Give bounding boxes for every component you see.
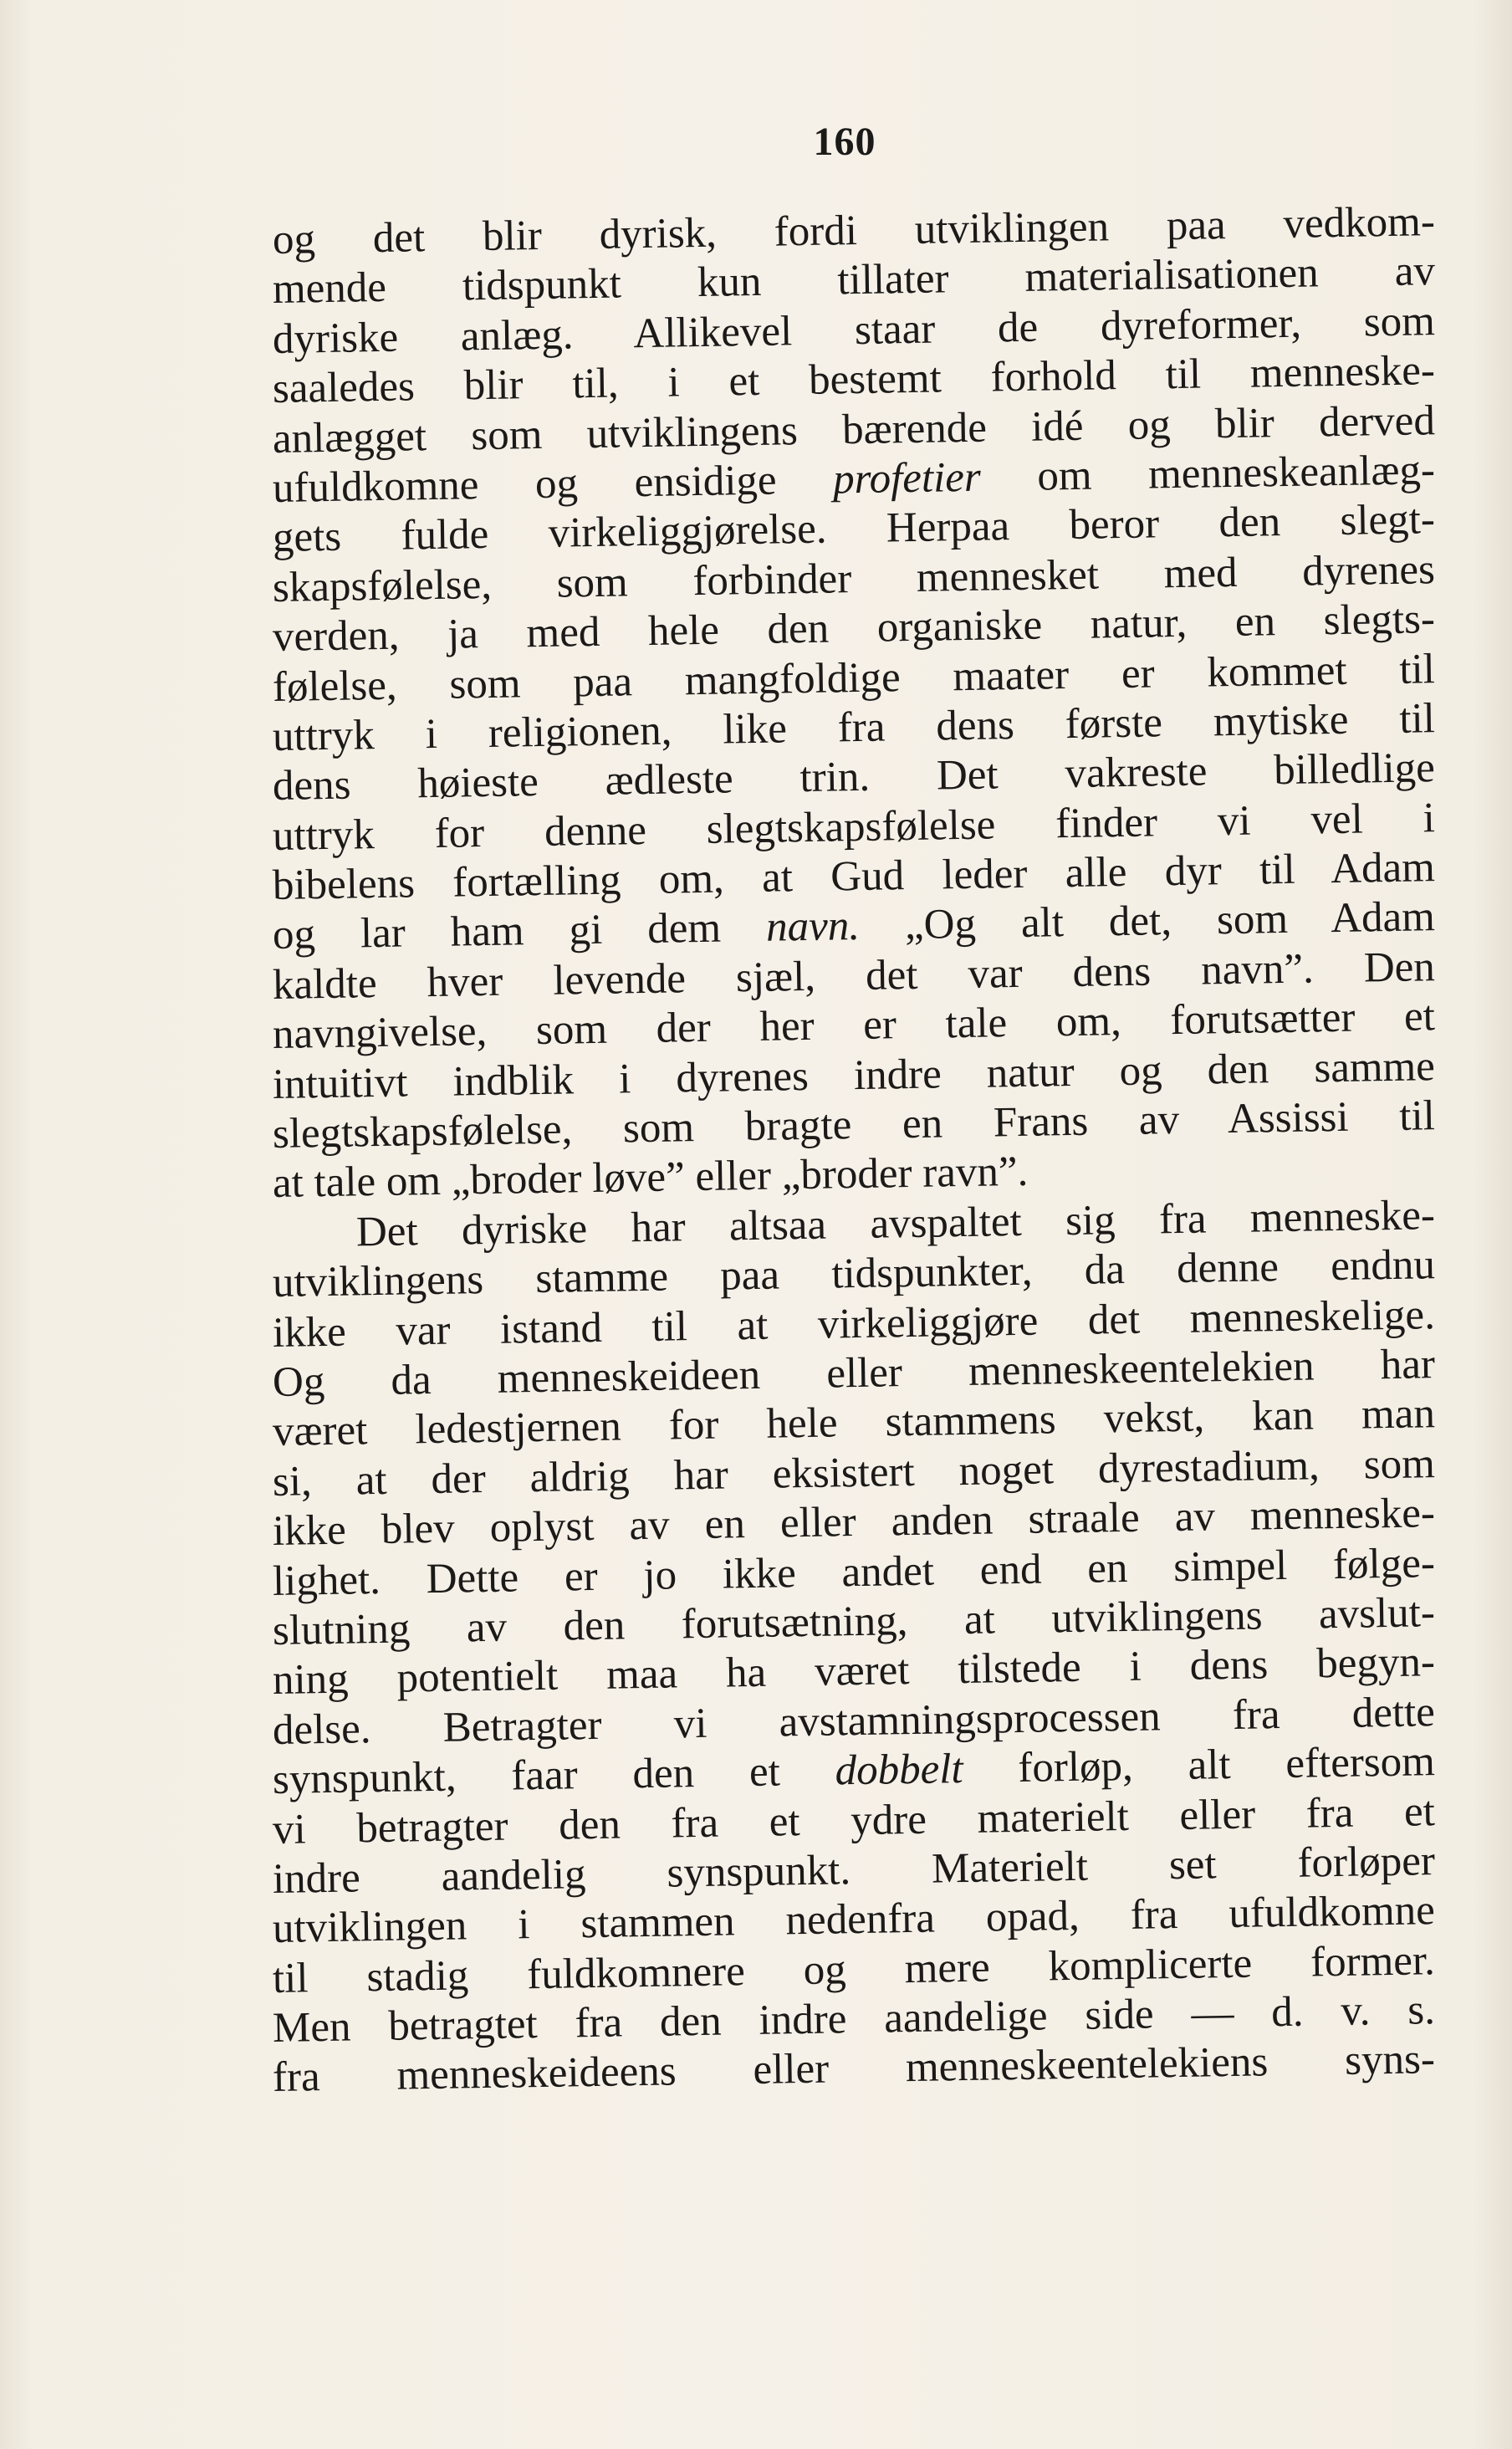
page-number: 160 bbox=[813, 120, 876, 164]
text-segment: anlægget som utviklingens bærende idé og blir derved bbox=[272, 396, 1436, 463]
text-segment: „Og alt det, som Adam bbox=[859, 893, 1436, 950]
emphasized-word: profetier bbox=[832, 453, 982, 504]
text-segment: slutning av den forutsætning, at utviklingens avslut- bbox=[272, 1589, 1436, 1654]
text-segment: vi betragter den fra et ydre materielt eller fra et bbox=[272, 1787, 1436, 1853]
text-segment: forløp, alt eftersom bbox=[963, 1738, 1436, 1793]
text-segment: ufuldkomne og ensidige bbox=[272, 456, 834, 512]
text-segment: til stadig fuldkomnere og mere komplicerte former. bbox=[272, 1936, 1436, 2002]
emphasized-word: navn. bbox=[765, 902, 861, 952]
text-segment: fra menneskeideens eller menneskeentelekiens syns- bbox=[272, 2036, 1436, 2102]
text-segment: utviklingen i stammen nedenfra opad, fra ufuldkomne bbox=[272, 1887, 1436, 1953]
text-segment: slegtskapsfølelse, som bragte en Frans av Assissi til bbox=[272, 1092, 1436, 1158]
text-segment: uttryk for denne slegtskapsfølelse finder vi vel i bbox=[272, 794, 1436, 860]
text-segment: og lar ham gi dem bbox=[272, 904, 767, 959]
text-segment: delse. Betragter vi avstamningsprocessen fra dette bbox=[272, 1688, 1436, 1754]
text-segment: si, at der aldrig har eksistert noget dyrestadium, som bbox=[272, 1439, 1436, 1506]
text-segment: Men betragtet fra den indre aandelige side — d. v. s. bbox=[272, 1986, 1436, 2053]
text-segment: ning potentielt maa ha været tilstede i dens begyn- bbox=[272, 1639, 1436, 1705]
text-segment: dens høieste ædleste trin. Det vakreste billedlige bbox=[272, 744, 1436, 810]
text-segment: skapsfølelse, som forbinder mennesket med dyrenes bbox=[272, 545, 1436, 611]
text-segment: ikke var istand til at virkeliggjøre det menneskelige. bbox=[272, 1291, 1436, 1357]
text-segment: synspunkt, faar den et bbox=[272, 1747, 836, 1804]
body-text bbox=[272, 198, 1436, 2104]
text-segment: været ledestjernen for hele stammens vekst, kan man bbox=[272, 1390, 1436, 1456]
emphasized-word: dobbelt bbox=[835, 1746, 963, 1795]
text-segment: navngivelse, som der her er tale om, forutsætter et bbox=[272, 993, 1436, 1059]
text-segment: om menneskeanlæg- bbox=[980, 447, 1436, 501]
text-segment: indre aandelig synspunkt. Materielt set forløper bbox=[272, 1838, 1436, 1903]
text-segment: dyriske anlæg. Allikevel staar de dyreformer, som bbox=[272, 297, 1436, 363]
text-segment: intuitivt indblik i dyrenes indre natur og den samme bbox=[272, 1042, 1436, 1108]
text-segment: uttryk i religionen, like fra dens første mytiske til bbox=[272, 695, 1436, 760]
text-segment: bibelens fortælling om, at Gud leder alle dyr til Adam bbox=[272, 844, 1436, 910]
text-segment: Det dyriske har altsaa avspaltet sig fra menneske- bbox=[355, 1191, 1436, 1256]
text-segment: utviklingens stamme paa tidspunkter, da denne endnu bbox=[272, 1241, 1436, 1307]
text-segment: gets fulde virkeliggjørelse. Herpaa beror den slegt- bbox=[272, 496, 1436, 562]
text-segment: lighet. Dette er jo ikke andet end en simpel følge- bbox=[272, 1539, 1436, 1605]
text-segment: ikke blev oplyst av en eller anden straale av menneske- bbox=[272, 1490, 1436, 1556]
text-segment: verden, ja med hele den organiske natur, en slegts- bbox=[272, 596, 1436, 662]
text-segment: følelse, som paa mangfoldige maater er kommet til bbox=[272, 645, 1436, 711]
text-segment: Og da menneskeideen eller menneskeentelekien har bbox=[272, 1341, 1436, 1406]
text-segment: mende tidspunkt kun tillater materialisationen av bbox=[272, 248, 1436, 314]
text-segment: kaldte hver levende sjæl, det var dens navn”. Den bbox=[272, 943, 1436, 1009]
text-segment: at tale om „broder løve” eller „broder ravn”. bbox=[272, 1148, 1029, 1208]
text-segment: og det blir dyrisk, fordi utviklingen paa vedkom- bbox=[272, 198, 1436, 263]
text-segment: saaledes blir til, i et bestemt forhold til menneske- bbox=[272, 347, 1436, 413]
